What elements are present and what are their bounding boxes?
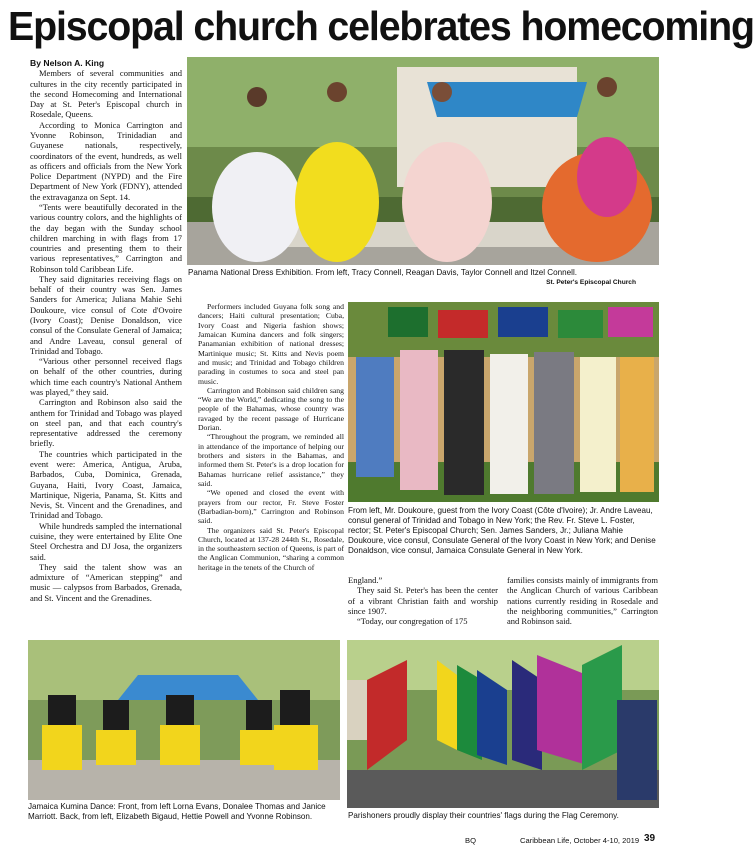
article-paragraph: “Today, our congregation of 175	[357, 616, 468, 627]
article-paragraph: While hundreds sampled the international cuisine, they were entertained by Elite One Steel Orchestra and DJ Josa, the organizers said.	[30, 520, 182, 562]
article-paragraph: According to Monica Carrington and Yvonne Robinson, Trinidadian and Guyanese nationals, respectively, coordinators of the event, hundreds, as well as officers and officials from the New York Police Department (NYPD) and the Fire Department of New York (FDNY), attended the extravaganza on Sept. 14.	[30, 119, 182, 202]
kumina-dance-photo	[28, 640, 340, 800]
article-column-4	[507, 575, 658, 625]
article-column-2	[198, 302, 344, 572]
article-paragraph: The organizers said St. Peter's Episcopal Church, located at 137-28 244th St., Rosedale, in the southeastern section of Queens, is part of the Anglican Communion, “sharing a common heritage in the tenets of the Church of	[198, 525, 344, 572]
article-column-3	[348, 575, 498, 625]
article-paragraph: They said dignitaries receiving flags on behalf of their country was Sen. James Sanders for America; Juliana Mahie Sehi Doukoure, vice consul of Cote d'Ovoire (Ivory Coast); Denise Donaldson, vice consul of the Consulate General of Jamaica; and Andre Laveau, consul general of Trinidad and Tobago.	[30, 273, 182, 356]
article-paragraph: Carrington and Robinson also said the anthem for Trinidad and Tobago was played on steel pan, and that each country's representative addressed the ceremony briefly.	[30, 397, 182, 449]
article-paragraph: The countries which participated in the event were: America, Antigua, Aruba, Barbados, Cuba, Dominica, Grenada, Guyana, Haiti, Ivory Coast, Jamaica, Martinique, Nigeria, Panama, St. Kitts and Nevis, St. Vincent and the Grenadines, and Trinidad and Tobago.	[30, 448, 182, 521]
article-paragraph: They said the talent show was an admixture of “American stepping” and music — calypsos from Barbados, Grenada, and St. Vincent and the Grenadines.	[30, 561, 182, 603]
article-paragraph: “Throughout the program, we reminded all in attendance of the importance of helping our brothers and sisters in the Bahamas, and informed them St. Peter's is a drop location for Bahamas hurricane relief assistance,” they said.	[198, 432, 344, 488]
middle-photo-caption: From left, Mr. Doukoure, guest from the Ivory Coast (Côte d'Ivoire); Jr. Andre Laveau, consul general of Trinidad and Tobago in New York; the Rev. Fr. Steve L. Foster, rector; St. Peter's Episcopal Church; Sen. James Sanders, Jr.; Juliana Mahie Doukoure, vice consul, Consulate General of the Ivory Coast in New York; and Denise Donaldson, vice consul, Jamaica Consulate General in New York.	[348, 506, 656, 555]
article-paragraph: “Tents were beautifully decorated in the various country colors, and the highlights of the day began with the Sunday school children marching in with flags from 17 countries and presenting them to their various representatives,” Carrington and Robinson told Caribbean Life.	[30, 201, 182, 274]
footer-publication: Caribbean Life, October 4-10, 2019	[520, 836, 640, 845]
article-paragraph: families consists mainly of immigrants from the Anglican Church of various Caribbean nations currently residing in Rosedale and the neighboring communities,” Carrington and Robinson said.	[507, 575, 658, 627]
article-paragraph: England.”	[348, 575, 383, 585]
headline: Episcopal church celebrates homecoming	[8, 3, 754, 49]
article-paragraph: Members of several communities and cultures in the city recently participated in the second Homecoming and International Day at St. Peter's Episcopal church in Rosedale, Queens.	[30, 68, 182, 120]
article-paragraph: Carrington and Robinson said children sang “We are the World,” dedicating the song to the people of the Bahamas, whose country was ravaged by the recent passage of Hurricane Dorian.	[198, 385, 344, 433]
top-photo-caption: Panama National Dress Exhibition. From left, Tracy Connell, Reagan Davis, Taylor Connell and Itzel Connell.	[188, 268, 577, 277]
bottom-left-caption: Jamaica Kumina Dance: Front, from left Lorna Evans, Donalee Thomas and Janice Marriott. Back, from left, Elizabeth Bigaud, Hettie Powell and Yvonne Robinson.	[28, 802, 326, 821]
byline: By Nelson A. King	[30, 58, 105, 68]
dignitaries-photo	[348, 302, 659, 502]
article-paragraph: “We opened and closed the event with prayers from our rector, Fr. Steve Foster (Barbadian-born),” Carrington and Robinson said.	[198, 488, 344, 526]
panama-dress-photo	[187, 57, 659, 265]
page-number: 39	[644, 833, 656, 844]
article-paragraph: “Various other personnel received flags on behalf of the other countries, during which time each country's National Anthem was played,” they said.	[30, 356, 182, 397]
photo-credit: St. Peter's Episcopal Church	[546, 279, 636, 286]
article-paragraph: They said St. Peter's has been the center of a vibrant Christian faith and worship since 1907.	[348, 585, 498, 616]
bottom-right-caption: Parishoners proudly display their countries' flags during the Flag Ceremony.	[348, 811, 619, 820]
article-column-1	[30, 58, 182, 618]
flag-ceremony-photo	[347, 640, 659, 808]
article-paragraph: Performers included Guyana folk song and dancers; Haiti cultural presentation; Cuba, Ivory Coast and Nigeria fashion shows; Jamaican Kumina dancers and folk singers; Panamanian exhibition of national dresses; Martinique music; St. Kitts and Nevis poem and music; and Trinidad and Tobago children parading in costumes to soca and steel pan music.	[198, 302, 344, 386]
footer-code: BQ	[465, 836, 476, 845]
